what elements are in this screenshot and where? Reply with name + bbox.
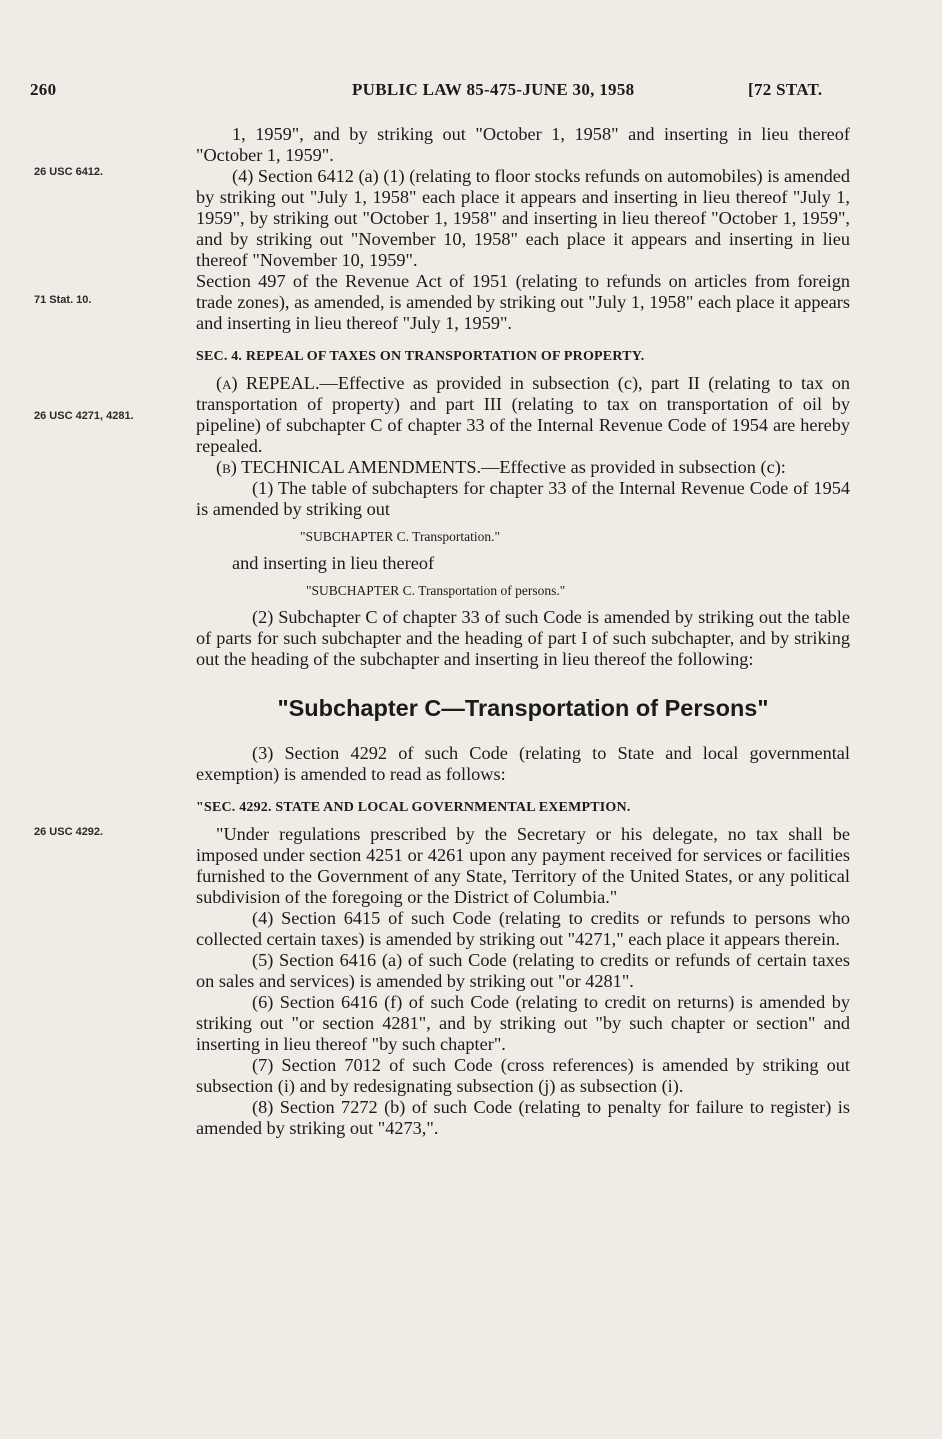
body-text bbox=[196, 124, 850, 1139]
section-heading: SEC. 4. REPEAL OF TAXES ON TRANSPORTATION OF PROPERTY. bbox=[196, 349, 645, 364]
margin-note-26-usc-6412: 26 USC 6412. bbox=[34, 166, 104, 178]
subchapter-heading: "Subchapter C—Transportation of Persons" bbox=[277, 695, 769, 721]
paragraph: Section 497 of the Revenue Act of 1951 (relating to refunds on articles from foreign trade zones), as amended, is amended by striking out "July 1, 1958" each place it appears and inserting in lieu thereof "July 1, 1959". bbox=[196, 271, 850, 333]
paragraph-b bbox=[196, 457, 850, 478]
paragraph: (5) Section 6416 (a) of such Code (relating to credits or refunds of certain taxes on sales and services) is amended by striking out "or 4281". bbox=[196, 950, 850, 991]
margin-note-26-usc-4292: 26 USC 4292. bbox=[34, 826, 104, 838]
section-heading: "SEC. 4292. STATE AND LOCAL GOVERNMENTAL EXEMPTION. bbox=[196, 800, 631, 815]
statute-volume: [72 STAT. bbox=[748, 80, 823, 99]
paragraph: (3) Section 4292 of such Code (relating to State and local governmental exemption) is amended to read as follows: bbox=[196, 743, 850, 784]
page-number: 260 bbox=[30, 80, 57, 99]
run-in-heading: (b) TECHNICAL AMENDMENTS. bbox=[216, 457, 482, 477]
paragraph: (6) Section 6416 (f) of such Code (relating to credit on returns) is amended by striking out "or section 4281", and by striking out "by such chapter or section" and inserting in lieu thereof "by such chapter". bbox=[196, 992, 850, 1054]
paragraph-text: —Effective as provided in subsection (c), part II (relating to tax on transportation of property) and part III (relating to tax on transportation of oil by pipeline) of subchapter C of chapter 33 of the Internal Revenue Code of 1954 are hereby repealed. bbox=[196, 373, 850, 456]
paragraph: (8) Section 7272 (b) of such Code (relating to penalty for failure to register) is amended by striking out "4273,". bbox=[196, 1097, 850, 1138]
paragraph: (2) Subchapter C of chapter 33 of such Code is amended by striking out the table of parts for such subchapter and the heading of part I of such subchapter, and by striking out the heading of the subchapter and inserting in lieu thereof the following: bbox=[196, 607, 850, 669]
paragraph-a bbox=[196, 373, 850, 457]
paragraph: "Under regulations prescribed by the Secretary or his delegate, no tax shall be imposed under section 4251 or 4261 upon any payment received for services or facilities furnished to the Government of any State, Territory of the United States, or any political subdivision of the foregoing or the District of Columbia." bbox=[196, 824, 850, 907]
running-title: PUBLIC LAW 85-475-JUNE 30, 1958 bbox=[352, 80, 635, 99]
paragraph-text: —Effective as provided in subsection (c): bbox=[481, 457, 786, 477]
paragraph: 1, 1959", and by striking out "October 1, 1958" and inserting in lieu thereof "October 1, 1959". bbox=[196, 124, 850, 165]
paragraph: (4) Section 6412 (a) (1) (relating to floor stocks refunds on automobiles) is amended by striking out "July 1, 1958" each place it appears and inserting in lieu thereof "July 1, 1959", by striking out "October 1, 1958" and inserting in lieu thereof "October 1, 1959", and by striking out "November 10, 1958" each place it appears and inserting in lieu thereof "November 10, 1959". bbox=[196, 166, 850, 270]
quoted-line: "SUBCHAPTER C. Transportation of persons." bbox=[306, 583, 566, 598]
quoted-line: "SUBCHAPTER C. Transportation." bbox=[300, 529, 501, 544]
run-in-heading: (a) REPEAL. bbox=[216, 373, 320, 393]
paragraph: (7) Section 7012 of such Code (cross references) is amended by striking out subsection (i) and by redesignating subsection (j) as subsection (i). bbox=[196, 1055, 850, 1096]
paragraph: and inserting in lieu thereof bbox=[232, 553, 435, 573]
paragraph: (1) The table of subchapters for chapter 33 of the Internal Revenue Code of 1954 is amended by striking out bbox=[196, 478, 850, 519]
margin-note-71-stat-10: 71 Stat. 10. bbox=[34, 294, 92, 306]
margin-note-26-usc-4271: 26 USC 4271, 4281. bbox=[34, 410, 134, 422]
paragraph: (4) Section 6415 of such Code (relating to credits or refunds to persons who collected certain taxes) is amended by striking out "4271," each place it appears therein. bbox=[196, 908, 850, 949]
